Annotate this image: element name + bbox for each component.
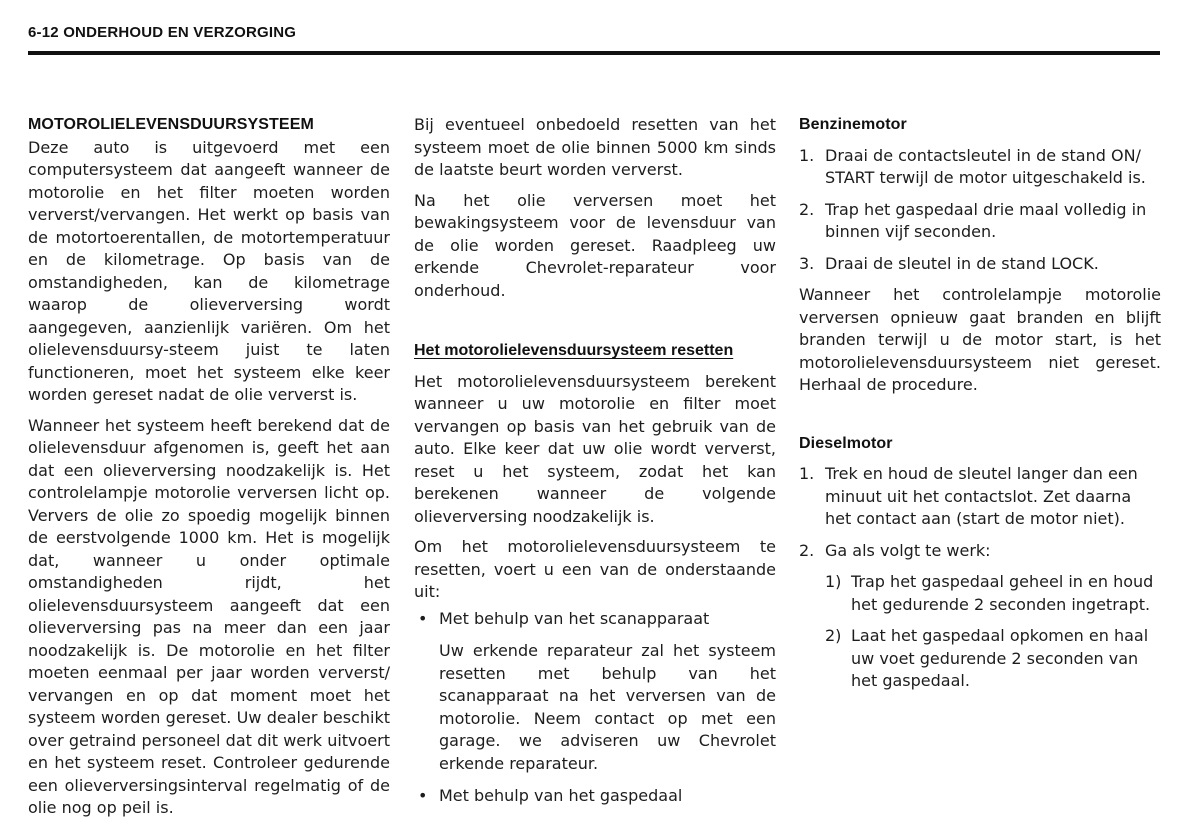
diesel-substeps-list <box>825 571 1161 693</box>
header-rule <box>28 51 1160 55</box>
substep-number: 2) <box>825 626 842 645</box>
substep-text: Trap het gaspedaal geheel in en houd het gedurende 2 seconden ingetrapt. <box>851 572 1154 614</box>
benzine-steps-list <box>799 145 1161 276</box>
list-item <box>799 540 1161 693</box>
page-header: 6-12 ONDERHOUD EN VERZORGING <box>28 24 297 41</box>
step-text: Ga als volgt te werk: <box>825 540 991 560</box>
paragraph: Het motorolielevensduursysteem berekent wanneer u uw motorolie en filter moet vervangen op basis van het gebruik van de auto. Elke keer dat uw olie wordt ververst, reset u het systeem, zodat het kan berekenen wanneer de volgende olieverversing noodzakelijk is. <box>414 371 776 526</box>
list-item <box>799 463 1161 531</box>
step-number: 1. <box>799 464 815 483</box>
list-item: • Met behulp van het gaspedaal <box>414 785 776 808</box>
paragraph: Om het motorolielevensduursysteem te resetten, voert u een van de onderstaande uit: <box>414 537 776 601</box>
heading-dieselmotor: Dieselmotor <box>799 434 893 452</box>
paragraph: Na het olie verversen moet het bewakingsysteem voor de levensduur van de olie worden gereset. Raadpleeg uw erkende Chevrolet-reparateur voor onderhoud. <box>414 190 776 300</box>
list-item <box>799 253 1161 276</box>
step-text: Trek en houd de sleutel langer dan een minuut uit het contactslot. Zet daarna het contact aan (start de motor niet). <box>825 464 1138 528</box>
substep-number: 1) <box>825 572 842 591</box>
column-1 <box>28 114 390 820</box>
paragraph: Wanneer het controlelampje motorolie verversen opnieuw gaat branden en blijft branden terwijl u de motor start, is het motorolielevensduursysteem niet gereset. Herhaal de procedure. <box>799 285 1161 394</box>
subsection-heading-reset: Het motorolielevensduursysteem resetten <box>414 342 734 359</box>
reset-methods-list <box>414 608 776 631</box>
list-item <box>799 199 1161 244</box>
step-number: 1. <box>799 145 815 165</box>
diesel-steps-list <box>799 463 1161 693</box>
section-heading-oil-life-system: MOTOROLIELEVENSDUURSYSTEEM <box>28 116 314 133</box>
heading-benzinemotor: Benzinemotor <box>799 116 907 133</box>
step-number: 3. <box>799 253 815 273</box>
step-text: Trap het gaspedaal drie maal volledig in binnen vijf seconden. <box>825 199 1147 241</box>
column-3 <box>799 114 1161 702</box>
paragraph: Uw erkende reparateur zal het systeem resetten met behulp van het scanapparaat na het verversen van de motorolie. Neem contact op met een garage. we adviseren uw Chevrolet erkende reparateur. <box>439 641 776 773</box>
step-text: Draai de contactsleutel in de stand ON/ START terwijl de motor uitgeschakeld is. <box>825 145 1146 187</box>
paragraph: Bij eventueel onbedoeld resetten van het systeem moet de olie binnen 5000 km sinds de laatste beurt worden ververst. <box>414 115 776 179</box>
paragraph: Wanneer het systeem heeft berekend dat de olielevensduur afgenomen is, geeft het aan dat een olieverversing noodzakelijk is. Het controlelampje motorolie verversen licht op. Ververs de olie zo spoedig mogelijk binnen de eerstvolgende 1000 km. Het is mogelijk dat, wanneer u onder optimale omstandigheden rijdt, het olielevensduursysteem aangeeft dat een olieverversing pas na meer dan een jaar noodzakelijk is. De motorolie en het filter moeten eenmaal per jaar worden ververst/ vervangen en op dat moment moet het systeem worden gereset. Uw dealer beschikt over getraind personeel dat dit werk uitvoert en het systeem reset. Controleer gedurende een olieverversingsinterval regelmatig of de olie nog op peil is. <box>28 415 390 817</box>
list-item: • Met behulp van het scanapparaat <box>414 608 776 631</box>
column-2 <box>414 114 776 808</box>
step-number: 2. <box>799 199 815 219</box>
list-item <box>825 625 1161 693</box>
paragraph: Deze auto is uitgevoerd met een computersysteem dat aangeeft wanneer de motorolie en het filter moeten worden ververst/vervangen. Het werkt op basis van de motortoerentallen, de motortemperatuur en de kilometrage. Op basis van de omstandigheden, kan de kilometrage waarop de olieverversing wordt aangegeven, aanzienlijk variëren. Om het olielevensduursy-steem juist te laten functioneren, moet het systeem elke keer worden gereset nadat de olie ververst is. <box>28 137 390 404</box>
list-item <box>825 571 1161 616</box>
step-number: 2. <box>799 540 815 560</box>
list-item <box>799 145 1161 190</box>
step-text: Draai de sleutel in de stand LOCK. <box>825 253 1099 273</box>
substep-text: Laat het gaspedaal opkomen en haal uw voet gedurende 2 seconden van het gaspedaal. <box>851 626 1149 690</box>
reset-methods-list <box>414 785 776 808</box>
